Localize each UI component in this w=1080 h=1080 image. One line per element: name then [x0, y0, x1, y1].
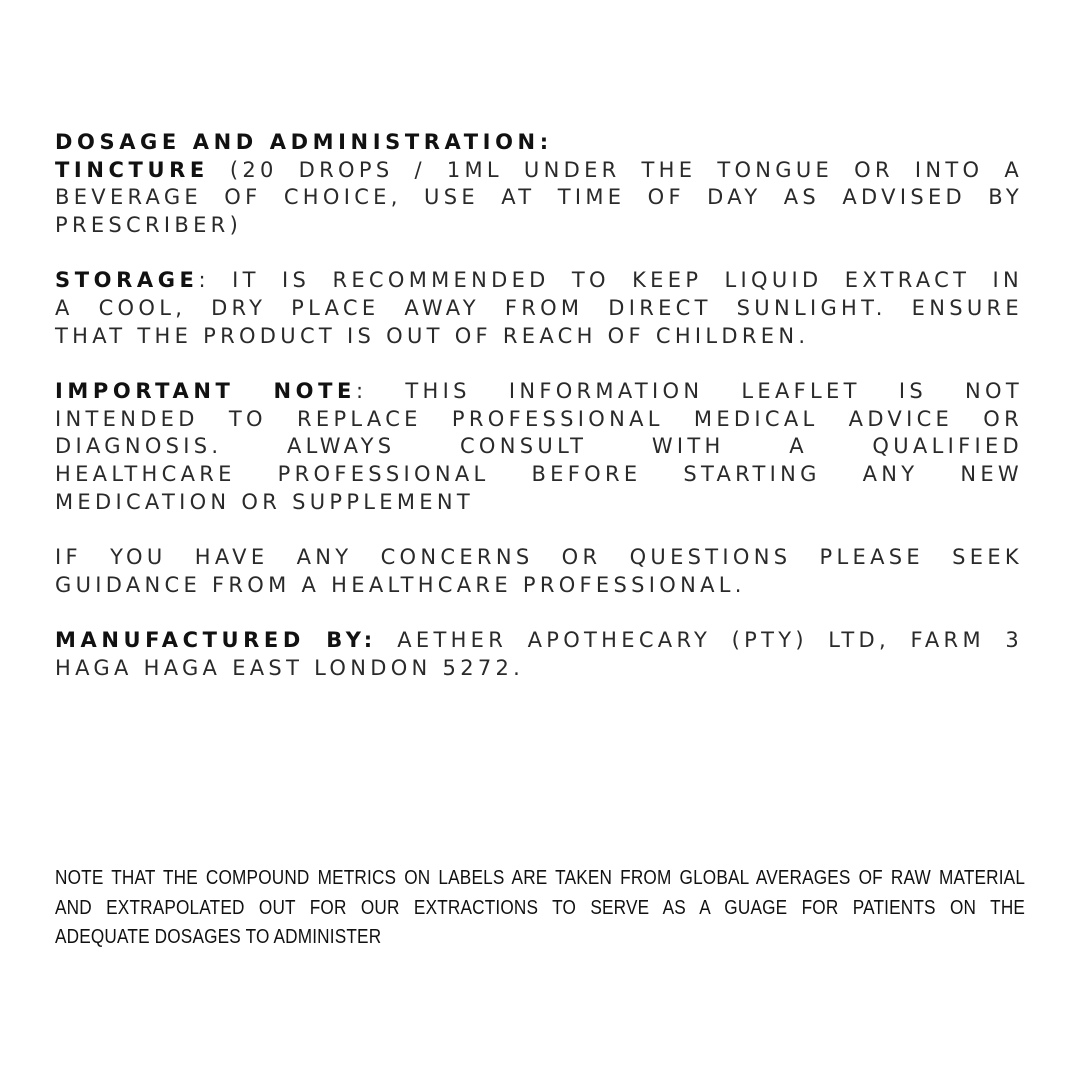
manufacturer-line-2: HAGA HAGA EAST LONDON 5272. — [55, 655, 525, 680]
important-note-section — [55, 378, 1023, 516]
manufacturer-section — [55, 627, 1023, 682]
leaflet-body — [55, 129, 1023, 711]
storage-line-1: STORAGE: IT IS RECOMMENDED TO KEEP LIQUID EXTRACT IN — [55, 268, 1023, 293]
important-note-label: IMPORTANT NOTE — [55, 379, 356, 404]
concerns-section — [55, 544, 1023, 599]
storage-line-3: THAT THE PRODUCT IS OUT OF REACH OF CHILDREN. — [55, 323, 810, 348]
footer-line-2: AND EXTRAPOLATED OUT FOR OUR EXTRACTIONS TO SERVE AS A GUAGE FOR PATIENTS ON THE — [55, 896, 1026, 919]
manufacturer-label: MANUFACTURED BY: — [55, 628, 377, 653]
concerns-line-2: GUIDANCE FROM A HEALTHCARE PROFESSIONAL. — [55, 572, 746, 597]
storage-section — [55, 267, 1023, 350]
dosage-section — [55, 129, 1023, 239]
concerns-line-1: IF YOU HAVE ANY CONCERNS OR QUESTIONS PLEASE SEEK — [55, 545, 1023, 570]
footer-line-3: ADEQUATE DOSAGES TO ADMINISTER — [55, 926, 382, 948]
storage-line-2: A COOL, DRY PLACE AWAY FROM DIRECT SUNLIGHT. ENSURE — [55, 295, 1023, 320]
storage-label: STORAGE — [55, 268, 199, 293]
important-line-2: INTENDED TO REPLACE PROFESSIONAL MEDICAL ADVICE OR — [55, 406, 1023, 431]
important-line-3: DIAGNOSIS. ALWAYS CONSULT WITH A QUALIFIED — [55, 434, 1023, 459]
manufacturer-line-1: MANUFACTURED BY: AETHER APOTHECARY (PTY) LTD, FARM 3 — [55, 628, 1023, 653]
important-line-1: IMPORTANT NOTE: THIS INFORMATION LEAFLET IS NOT — [55, 379, 1023, 404]
tincture-label: TINCTURE — [55, 157, 209, 182]
footer-line-1: NOTE THAT THE COMPOUND METRICS ON LABELS ARE TAKEN FROM GLOBAL AVERAGES OF RAW MATERIAL — [55, 867, 1026, 889]
dosage-heading: DOSAGE AND ADMINISTRATION: — [55, 130, 553, 154]
dosage-line-2: BEVERAGE OF CHOICE, USE AT TIME OF DAY AS ADVISED BY — [55, 185, 1023, 210]
dosage-line-3: PRESCRIBER) — [55, 212, 243, 237]
important-line-4: HEALTHCARE PROFESSIONAL BEFORE STARTING ANY NEW — [55, 461, 1023, 486]
important-line-5: MEDICATION OR SUPPLEMENT — [55, 489, 474, 514]
dosage-line-1: TINCTURE (20 DROPS / 1ML UNDER THE TONGUE OR INTO A — [55, 157, 1023, 182]
footer-note — [55, 864, 1025, 953]
